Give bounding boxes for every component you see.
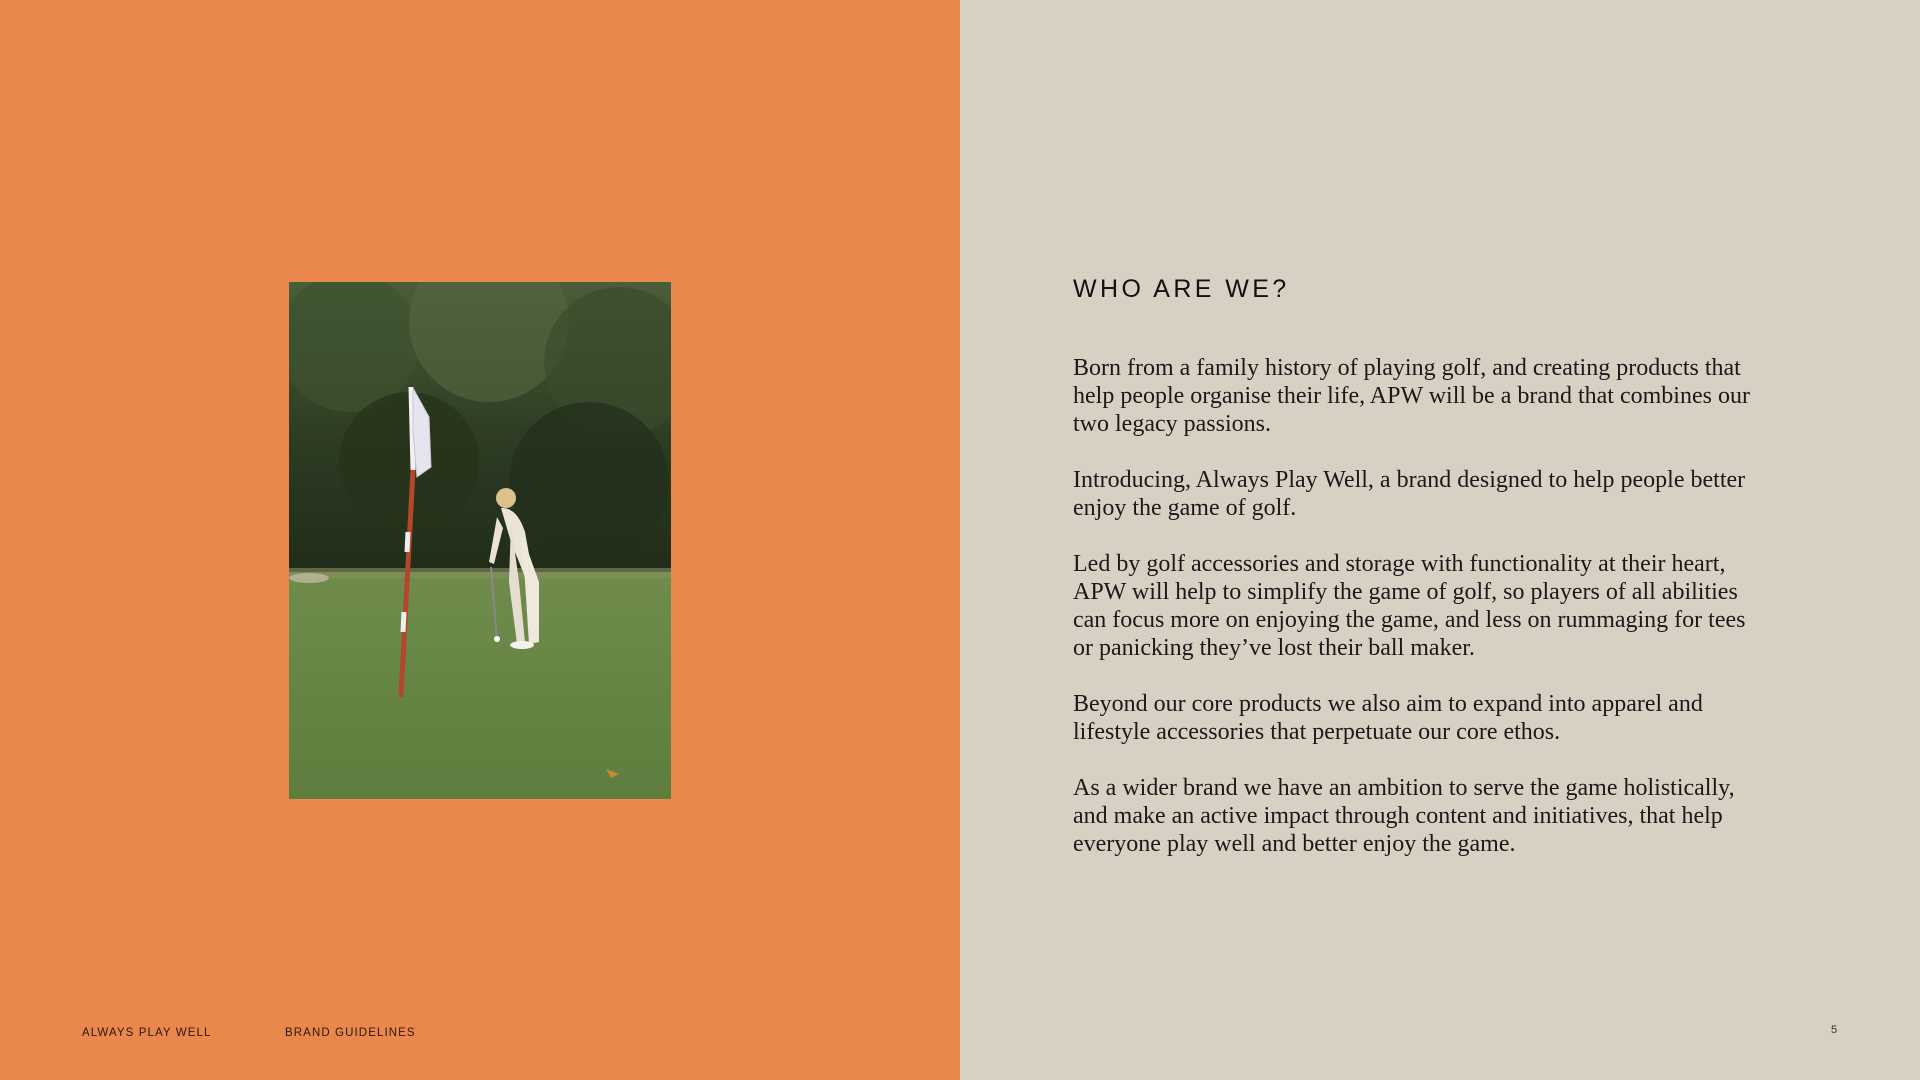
- putting-green: [289, 572, 671, 799]
- footer-section-title: BRAND GUIDELINES: [285, 1027, 416, 1039]
- golfer-putting-illustration: [289, 282, 671, 799]
- paragraph-ambition: As a wider brand we have an ambition to serve the game holistically, and make an active impact through content and initiatives, that help everyone play well and better enjoy the game.: [1073, 775, 1735, 857]
- paragraph-apparel: Beyond our core products we also aim to expand into apparel and lifestyle accessories that perpetuate our core ethos.: [1073, 691, 1703, 745]
- body-copy: [1073, 354, 1763, 886]
- paragraph-introduction: Introducing, Always Play Well, a brand designed to help people better enjoy the game of golf.: [1073, 467, 1746, 521]
- paragraph-history: Born from a family history of playing golf, and creating products that help people organise their life, APW will be a brand that combines our two legacy passions.: [1073, 355, 1750, 437]
- page-number: 5: [1831, 1024, 1838, 1036]
- page-heading: WHO ARE WE?: [1073, 275, 1290, 303]
- paragraph-accessories: Led by golf accessories and storage with functionality at their heart, APW will help to simplify the game of golf, so players of all abilities can focus more on enjoying the game, and less on rummaging for tees or panicking they’ve lost their ball maker.: [1073, 551, 1746, 661]
- golfer-photo: [289, 282, 671, 799]
- footer-brand: ALWAYS PLAY WELL: [82, 1027, 212, 1039]
